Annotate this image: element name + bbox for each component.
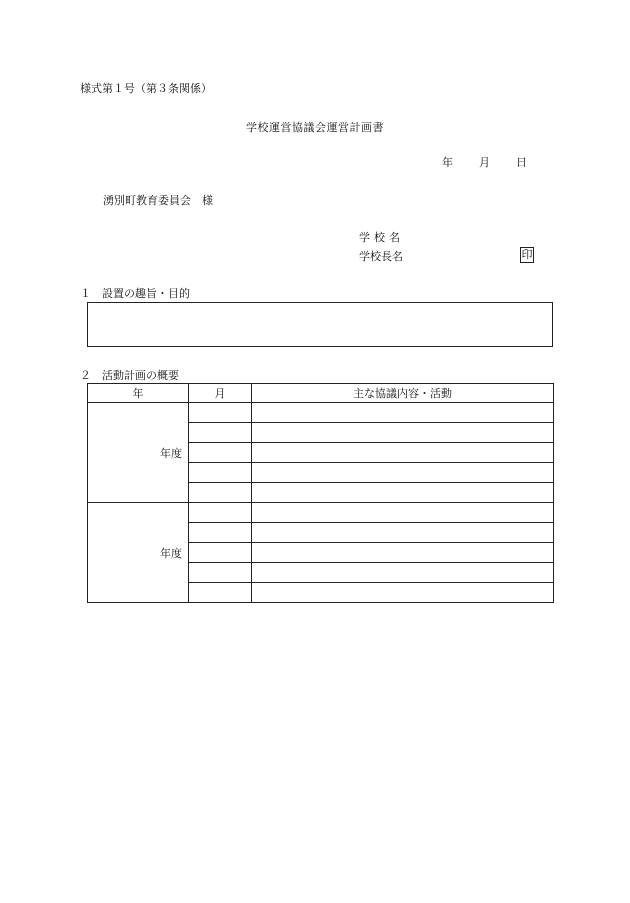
date-day-label: 日 (516, 156, 527, 169)
year-cell[interactable]: 年度 (88, 503, 189, 603)
content-cell[interactable] (252, 423, 554, 443)
date-line (442, 157, 527, 168)
content-cell[interactable] (252, 443, 554, 463)
table-header-row (88, 384, 554, 403)
content-cell[interactable] (252, 523, 554, 543)
month-cell[interactable] (189, 403, 252, 423)
month-cell[interactable] (189, 543, 252, 563)
purpose-input-box[interactable] (87, 302, 553, 347)
seal-mark: 印 (521, 248, 533, 261)
activity-plan-table (87, 383, 554, 603)
month-cell[interactable] (189, 563, 252, 583)
content-cell[interactable] (252, 463, 554, 483)
month-cell[interactable] (189, 463, 252, 483)
document-title: 学校運営協議会運営計画書 (246, 121, 384, 134)
month-cell[interactable] (189, 583, 252, 603)
year-cell[interactable]: 年度 (88, 403, 189, 503)
date-year-label: 年 (442, 156, 453, 169)
month-cell[interactable] (189, 503, 252, 523)
principal-name-label: 学校長名 (359, 250, 403, 263)
month-cell[interactable] (189, 483, 252, 503)
content-cell[interactable] (252, 583, 554, 603)
content-cell[interactable] (252, 483, 554, 503)
date-month-label: 月 (479, 156, 490, 169)
month-cell[interactable] (189, 523, 252, 543)
section-heading-activity-plan: ２ 活動計画の概要 (80, 369, 179, 382)
content-cell[interactable] (252, 563, 554, 583)
school-name-label: 学校名 (359, 231, 404, 244)
column-header-month: 月 (189, 384, 252, 403)
addressee: 湧別町教育委員会 様 (103, 194, 213, 207)
column-header-year: 年 (88, 384, 189, 403)
table-row (88, 503, 554, 523)
form-number: 様式第１号（第３条関係） (80, 82, 212, 95)
content-cell[interactable] (252, 403, 554, 423)
table-row (88, 403, 554, 423)
content-cell[interactable] (252, 543, 554, 563)
column-header-content: 主な協議内容・活動 (252, 384, 554, 403)
section-heading-purpose: １ 設置の趣旨・目的 (80, 287, 190, 300)
month-cell[interactable] (189, 443, 252, 463)
month-cell[interactable] (189, 423, 252, 443)
content-cell[interactable] (252, 503, 554, 523)
